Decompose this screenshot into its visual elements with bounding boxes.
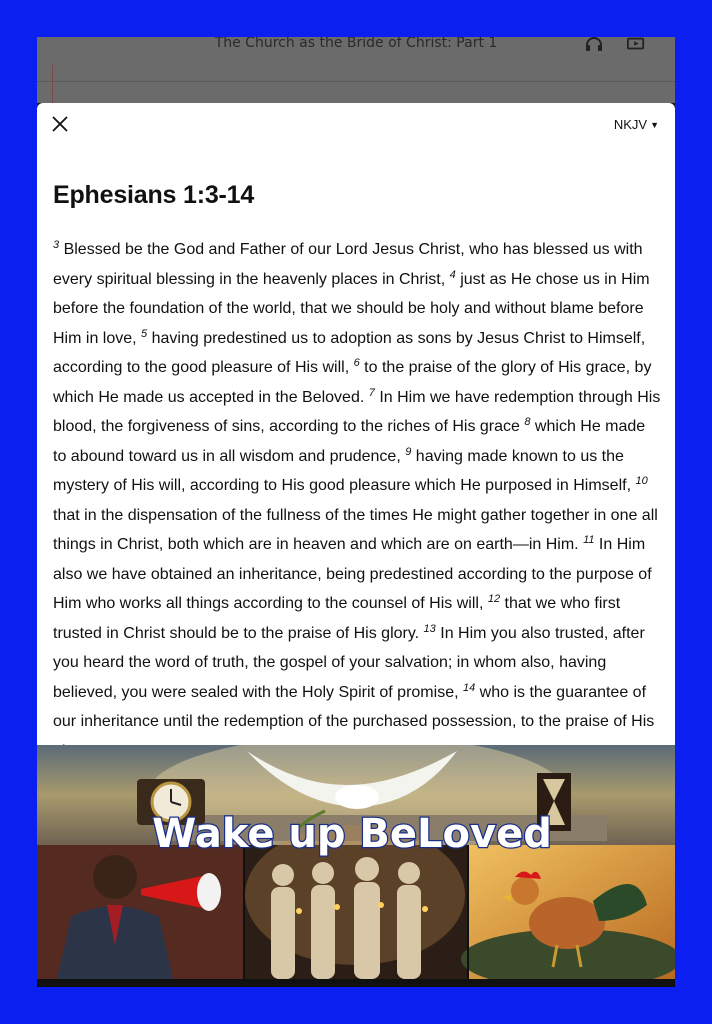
verse-number: 8	[524, 416, 531, 428]
banner-title: Wake up BeLoved	[152, 811, 552, 857]
verse-text: having predestined us to adoption as sons by Jesus Christ to Himself, according to the good pleasure of His will,	[53, 329, 646, 376]
headphones-icon[interactable]	[585, 37, 603, 51]
version-label: NKJV	[613, 117, 648, 132]
verse-number: 3	[53, 239, 60, 251]
verse-number: 13	[423, 622, 436, 635]
verse-text: just as He chose us in Him before the foundation of the world, that we should be holy and without blame before Him in love,	[53, 270, 650, 347]
margin-line	[52, 65, 53, 103]
version-selector[interactable]	[614, 117, 659, 132]
divider	[37, 81, 675, 82]
verse-text: who is the guarantee of our inheritance until the redemption of the purchased possession, to the praise of His	[53, 683, 655, 730]
verse-text: Blessed be the God and Father of our Lord Jesus Christ, who has blessed us with every spiritual blessing in the heavenly places in Christ,	[53, 241, 643, 288]
verse-text: that we who first trusted in Christ should be to the praise of His glory.	[53, 595, 621, 642]
verse-text: which He made to abound toward us in all wisdom and prudence,	[53, 418, 646, 465]
verse-number: 7	[368, 386, 375, 399]
page-title: The Church as the Bride of Christ: Part 1	[214, 37, 498, 51]
wake-up-beloved-banner	[37, 745, 675, 979]
verse-text: In Him you also trusted, after you heard the word of truth, the gospel of your salvation; in whom also, having believed, you were sealed with the Holy Spirit of promise,	[53, 624, 645, 701]
caret-down-icon: ▼	[650, 120, 659, 130]
scripture-popup	[37, 103, 675, 745]
banner-art	[37, 745, 675, 979]
verse-number: 11	[583, 534, 595, 546]
passage-text	[53, 235, 661, 766]
bottom-bar	[37, 979, 675, 987]
close-icon[interactable]	[51, 115, 69, 133]
verse-text: to the praise of the glory of His grace, by which He made us accepted in the Beloved.	[53, 359, 652, 406]
verse-number: 4	[449, 268, 456, 281]
verse-number: 12	[487, 593, 501, 605]
verse-number: 6	[353, 357, 360, 369]
passage-reference: Ephesians 1:3-14	[53, 181, 255, 209]
verse-text: that in the dispensation of the fullness of the times He might gather together in one all things in Christ, both which are in heaven and which are on earth—in Him.	[53, 506, 658, 553]
video-icon[interactable]	[627, 37, 645, 51]
verse-text: In Him also we have obtained an inheritance, being predestined according to the purpose of Him who works all things according to the counsel of His will,	[53, 536, 652, 612]
background-page-header	[37, 37, 675, 103]
verse-number: 9	[405, 445, 412, 458]
verse-number: 14	[462, 681, 476, 694]
verse-number: 5	[141, 327, 148, 340]
verse-text: having made known to us the mystery of His will, according to His good pleasure which He purposed in Himself,	[53, 447, 636, 494]
app-screen	[37, 37, 675, 987]
verse-number: 10	[635, 475, 648, 487]
man	[93, 855, 137, 899]
verse-text: In Him we have redemption through His blood, the forgiveness of sins, according to the riches of His grace	[53, 388, 661, 435]
